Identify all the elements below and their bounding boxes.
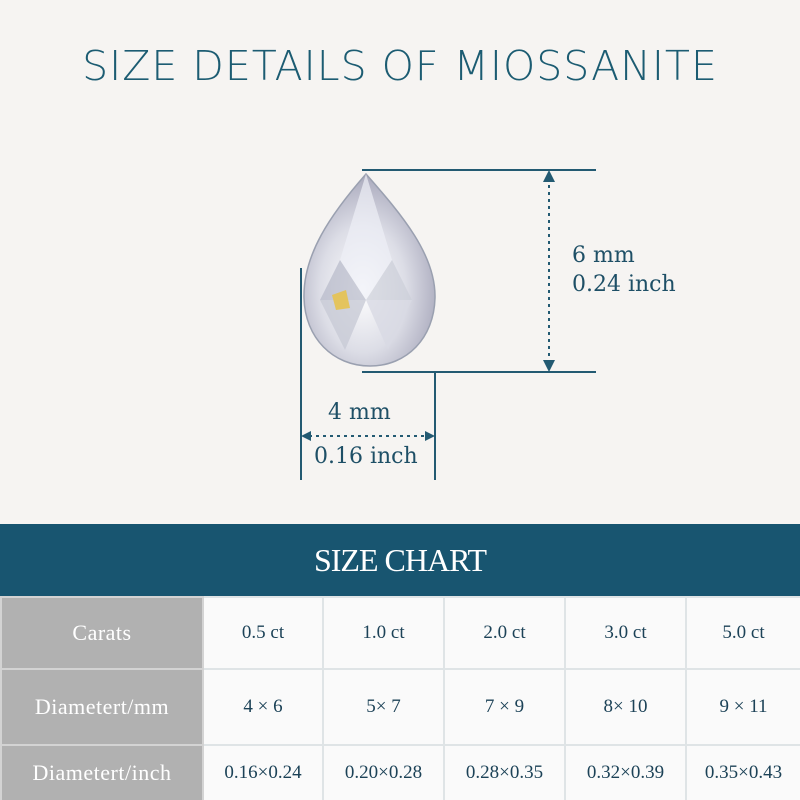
table-cell: 0.32×0.39 (565, 745, 686, 800)
table-cell: 0.28×0.35 (444, 745, 565, 800)
arrow-down-icon (543, 360, 555, 372)
table-row (1, 597, 800, 669)
table-cell: 8× 10 (565, 669, 686, 745)
table-cell: 2.0 ct (444, 597, 565, 669)
arrow-right-icon (425, 431, 435, 441)
table-cell: 9 × 11 (686, 669, 800, 745)
row-header-carats: Carats (1, 597, 203, 669)
table-cell: 5.0 ct (686, 597, 800, 669)
page-title: SIZE DETAILS OF MIOSSANITE (82, 42, 718, 90)
table-cell: 5× 7 (323, 669, 444, 745)
pear-diamond-image (304, 174, 435, 366)
table-cell: 1.0 ct (323, 597, 444, 669)
height-inch-label: 0.24 inch (572, 272, 676, 297)
height-mm-label: 6 mm (572, 243, 635, 268)
table-cell: 4 × 6 (203, 669, 323, 745)
table-cell: 0.35×0.43 (686, 745, 800, 800)
table-cell: 0.20×0.28 (323, 745, 444, 800)
width-inch-label: 0.16 inch (314, 444, 418, 469)
size-chart-table (0, 596, 800, 800)
table-row (1, 745, 800, 800)
arrow-up-icon (543, 170, 555, 182)
arrow-left-icon (301, 431, 311, 441)
size-chart-title: SIZE CHART (313, 541, 487, 578)
row-header-diameter-mm: Diametert/mm (1, 669, 203, 745)
row-header-diameter-inch: Diametert/inch (1, 745, 203, 800)
table-cell: 0.5 ct (203, 597, 323, 669)
table-cell: 0.16×0.24 (203, 745, 323, 800)
width-mm-label: 4 mm (328, 400, 391, 425)
table-cell: 7 × 9 (444, 669, 565, 745)
size-chart-header (0, 524, 800, 596)
table-row (1, 669, 800, 745)
table-cell: 3.0 ct (565, 597, 686, 669)
